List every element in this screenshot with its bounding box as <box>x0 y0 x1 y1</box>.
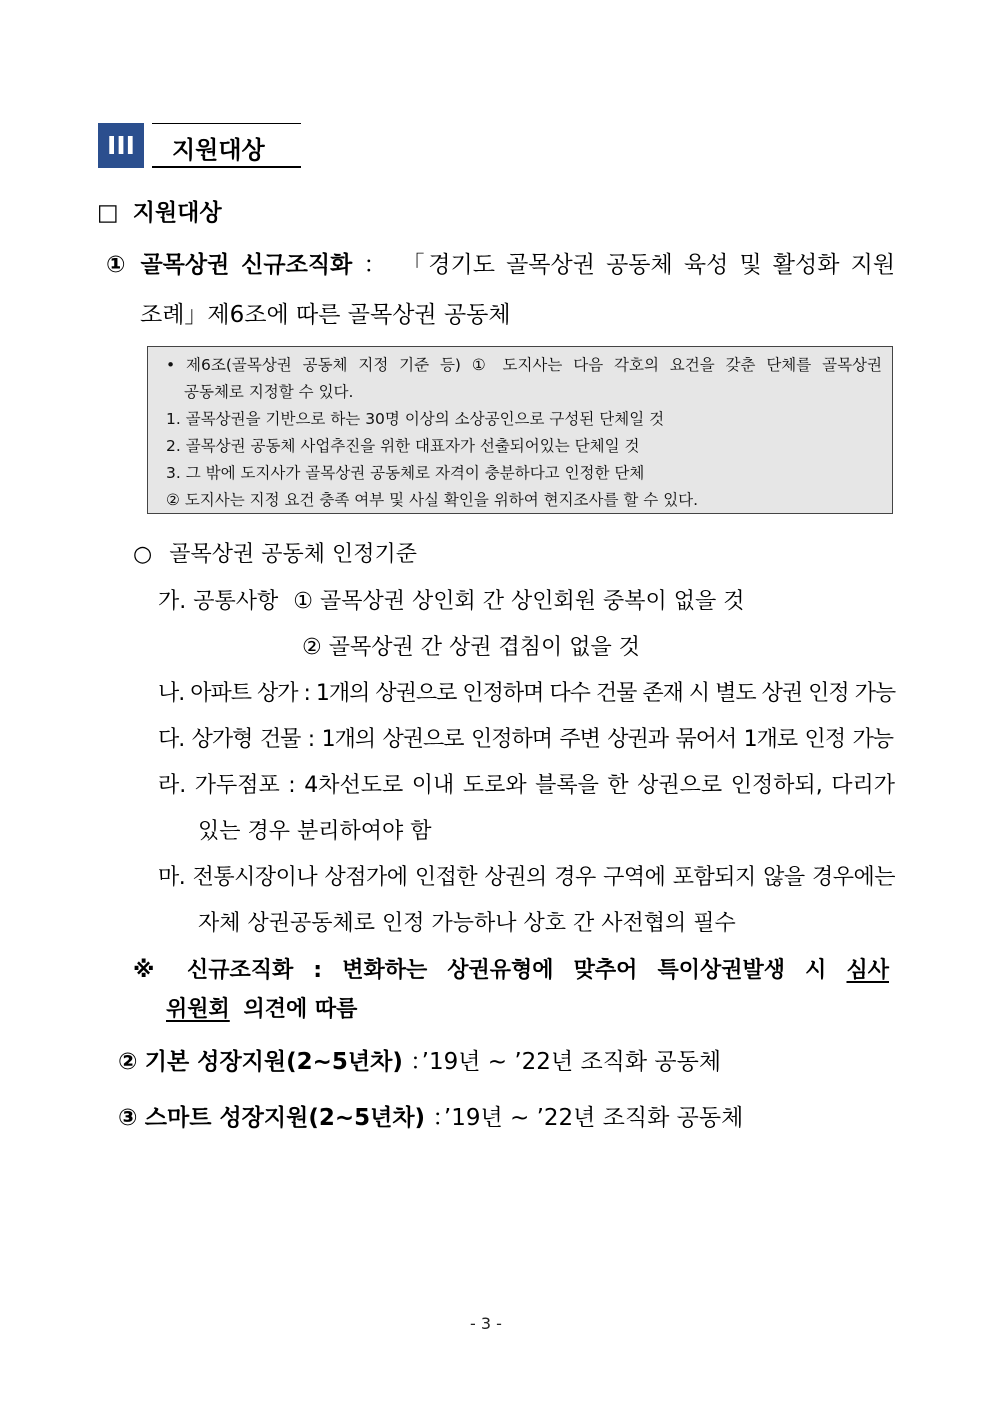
remark-text: 신규조직화 : 변화하는 상권유형에 맞추어 특이상권발생 시 <box>186 958 827 983</box>
note-line3: 2. 골목상권 공동체 사업추진을 위한 대표자가 선출되어있는 단체일 것 <box>166 437 640 455</box>
criteria-ma-line1: 마. 전통시장이나 상점가에 인접한 상권의 경우 구역에 포함되지 않을 경우에는 <box>158 865 895 890</box>
item1-separator: ： <box>363 252 391 278</box>
remark-underlined-2: 위원회 <box>166 997 230 1022</box>
note-line1b: 공동체로 지정할 수 있다. <box>184 383 354 401</box>
criteria-ga <box>158 584 744 615</box>
subheading-label: 지원대상 <box>132 200 222 226</box>
criteria-ga-item2: ② 골목상권 간 상권 겹침이 없을 것 <box>302 635 640 660</box>
note-line1-text: 제6조(골목상권 공동체 지정 기준 등) ① 도지사는 다음 각호의 요건을 갖춘 단체를 골목상권 <box>186 356 882 374</box>
criteria-ga-label: 가. 공통사항 <box>158 589 279 614</box>
item2-rest: ：’19년 ~ ’22년 조직화 공동체 <box>410 1049 722 1075</box>
item3 <box>118 1099 743 1132</box>
section-title-box <box>152 123 301 168</box>
note-line4: 3. 그 밖에 도지사가 골목상권 공동체로 자격이 충분하다고 인정한 단체 <box>166 464 645 482</box>
item3-marker: ③ <box>118 1105 138 1131</box>
section-number: III <box>107 131 135 160</box>
remark-line1 <box>133 953 889 984</box>
remark-line2 <box>166 992 357 1023</box>
criteria-ma-line2: 자체 상권공동체로 인정 가능하나 상호 간 사전협의 필수 <box>198 911 736 936</box>
subheading <box>97 194 222 227</box>
criteria-heading <box>133 537 417 568</box>
section-title: 지원대상 <box>172 136 265 164</box>
remark-underlined-1: 심사 <box>846 958 889 983</box>
criteria-marker: ○ <box>133 542 153 567</box>
item1-line1 <box>106 246 895 279</box>
note-bullet: • <box>166 356 176 374</box>
criteria-ra-line1: 라. 가두점포 : 4차선도로 이내 도로와 블록을 한 상권으로 인정하되, 다리가 <box>158 773 895 798</box>
item2 <box>118 1043 721 1076</box>
remark-line2-rest: 의견에 따름 <box>243 997 358 1022</box>
note-line5: ② 도지사는 지정 요건 충족 여부 및 사실 확인을 위하여 현지조사를 할 수 있다. <box>166 491 699 509</box>
criteria-na: 나. 아파트 상가 : 1개의 상권으로 인정하며 다수 건물 존재 시 별도 상권 인정 가능 <box>158 681 896 706</box>
subheading-marker: □ <box>97 200 119 226</box>
legal-note-box <box>147 346 893 514</box>
remark-marker: ※ <box>133 958 167 983</box>
criteria-title: 골목상권 공동체 인정기준 <box>169 542 417 567</box>
criteria-ra-line2: 있는 경우 분리하여야 함 <box>198 819 432 844</box>
section-number-box <box>98 123 144 168</box>
page-number: - 3 - <box>470 1314 502 1333</box>
item1-label: 골목상권 신규조직화 <box>140 252 353 278</box>
item3-rest: ：’19년 ~ ’22년 조직화 공동체 <box>432 1105 744 1131</box>
item2-label: 기본 성장지원(2~5년차) <box>144 1049 403 1075</box>
item1-marker: ① <box>106 252 130 278</box>
note-line2: 1. 골목상권을 기반으로 하는 30명 이상의 소상공인으로 구성된 단체일 것 <box>166 410 665 428</box>
criteria-ga-item1: ① 골목상권 상인회 간 상인회원 중복이 없을 것 <box>293 589 745 614</box>
item1-line1-rest: 「경기도 골목상권 공동체 육성 및 활성화 지원 <box>401 252 896 278</box>
item2-marker: ② <box>118 1049 138 1075</box>
item3-label: 스마트 성장지원(2~5년차) <box>144 1105 426 1131</box>
item1-line2: 조례」제6조에 따른 골목상권 공동체 <box>140 302 511 328</box>
note-line1 <box>166 353 882 375</box>
criteria-da: 다. 상가형 건물 : 1개의 상권으로 인정하며 주변 상권과 묶어서 1개로 인정 가능 <box>158 727 893 752</box>
